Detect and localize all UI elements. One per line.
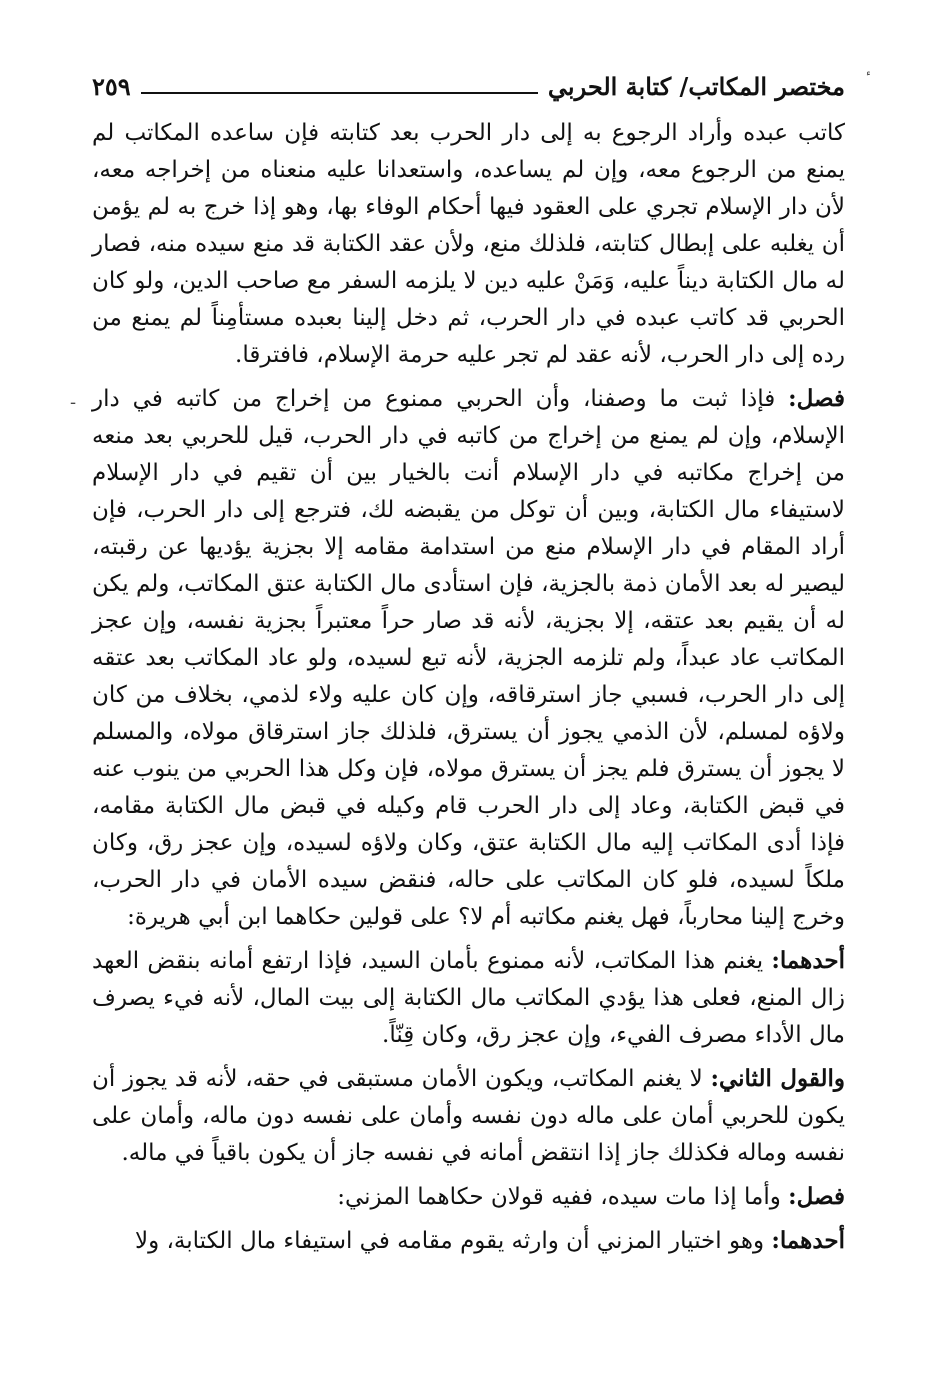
paragraph [92,114,845,374]
paragraph-text: لا يغنم المكاتب، ويكون الأمان مستبقى في حقه، لأنه قد يجوز أن يكون للحربي أمان على ماله دون نفسه وأمان على نفسه دون ماله، وأمان على نفسه وماله فكذلك جاز إذا انتقض أمانه في نفسه جاز أن يكون باقياً في ماله. [92,1066,845,1166]
running-title: مختصر المكاتب/ كتابة الحربي [547,72,845,101]
paragraph [92,1178,845,1216]
paragraph [92,380,845,936]
section-label: أحدهما: [771,947,845,974]
margin-mark-side: - [70,392,77,413]
paragraph [92,942,845,1054]
paragraph [92,1222,845,1260]
paragraph [92,1060,845,1172]
body-text [92,114,845,1266]
header-rule [141,92,538,94]
paragraph-text: يغنم هذا المكاتب، لأنه ممنوع بأمان السيد، فإذا ارتفع أمانه بنقض العهد زال المنع، فعلى هذا يؤدي المكاتب مال الكتابة إلى بيت المال، لأنه فيء يصرف مال الأداء مصرف الفيء، وإن عجز رق، وكان قِنّاً. [92,948,845,1048]
page-header [92,68,845,102]
paragraph-text: وهو اختيار المزني أن وارثه يقوم مقامه في استيفاء مال الكتابة، ولا [134,1228,772,1254]
page-number: ٢٥٩ [92,72,131,101]
paragraph-text: كاتب عبده وأراد الرجوع به إلى دار الحرب بعد كتابته فإن ساعده المكاتب لم يمنع من الرجوع معه، وإن لم يساعده، واستعدانا عليه منعناه من إخراجه معه، لأن دار الإسلام تجري على العقود فيها أحكام الوفاء بها، وهو إذا خرج به لم يؤمن أن يغلبه على إبطال كتابته، فلذلك منع، ولأن عقد الكتابة قد منع سيده منه، فصار له مال الكتابة ديناً عليه، وَمَنْ عليه دين لا يلزمه السفر مع صاحب الدين، ولو كان الحربي قد كاتب عبده في دار الحرب، ثم دخل إلينا بعبده مستأمِناً لم يمنع من رده إلى دار الحرب، لأنه عقد لم تجر عليه حرمة الإسلام، فافترقا. [92,120,845,368]
section-label: فصل: [788,1183,845,1210]
section-label: والقول الثاني: [710,1065,845,1092]
section-label: فصل: [788,385,845,412]
section-label: أحدهما: [771,1227,845,1254]
paragraph-text: فإذا ثبت ما وصفنا، وأن الحربي ممنوع من إخراج من كاتبه في دار الإسلام، وإن لم يمنع من إخراج من كاتبه في دار الحرب، قيل للحربي بعد منعه من إخراج مكاتبه في دار الإسلام أنت بالخيار بين أن تقيم في دار الإسلام لاستيفاء مال الكتابة، وبين أن توكل من يقبضه لك، فترجع إلى دار الحرب، فإن أراد المقام في دار الإسلام منع من استدامة مقامه إلا بجزية يؤديها عن رقبته، ليصير له بعد الأمان ذمة بالجزية، فإن استأدى مال الكتابة عتق المكاتب، ولم يكن له أن يقيم بعد عتقه، إلا بجزية، لأنه قد صار حراً معتبراً بجزية نفسه، وإن عجز المكاتب عاد عبداً، ولم تلزمه الجزية، لأنه تبع لسيده، ولو عاد المكاتب بعد عتقه إلى دار الحرب، فسبي جاز استرقاقه، وإن كان عليه ولاء لذمي، بخلاف من كان ولاؤه لمسلم، لأن الذمي يجوز أن يسترق، فلذلك جاز استرقاق مولاه، والمسلم لا يجوز أن يسترق فلم يجز أن يسترق مولاه، فإن وكل هذا الحربي من ينوب عنه في قبض الكتابة، وعاد إلى دار الحرب قام وكيله في قبض مال الكتابة مقامه، فإذا أدى المكاتب إليه مال الكتابة عتق، وكان ولاؤه لسيده، وإن عجز رق، وكان ملكاً لسيده، فلو كان المكاتب على حاله، فنقض سيده الأمان في دار الحرب، وخرج إلينا محارباً، فهل يغنم مكاتبه أم لا؟ على قولين حكاهما ابن أبي هريرة: [92,386,845,930]
paragraph-text: وأما إذا مات سيده، ففيه قولان حكاهما المزني: [337,1184,789,1210]
